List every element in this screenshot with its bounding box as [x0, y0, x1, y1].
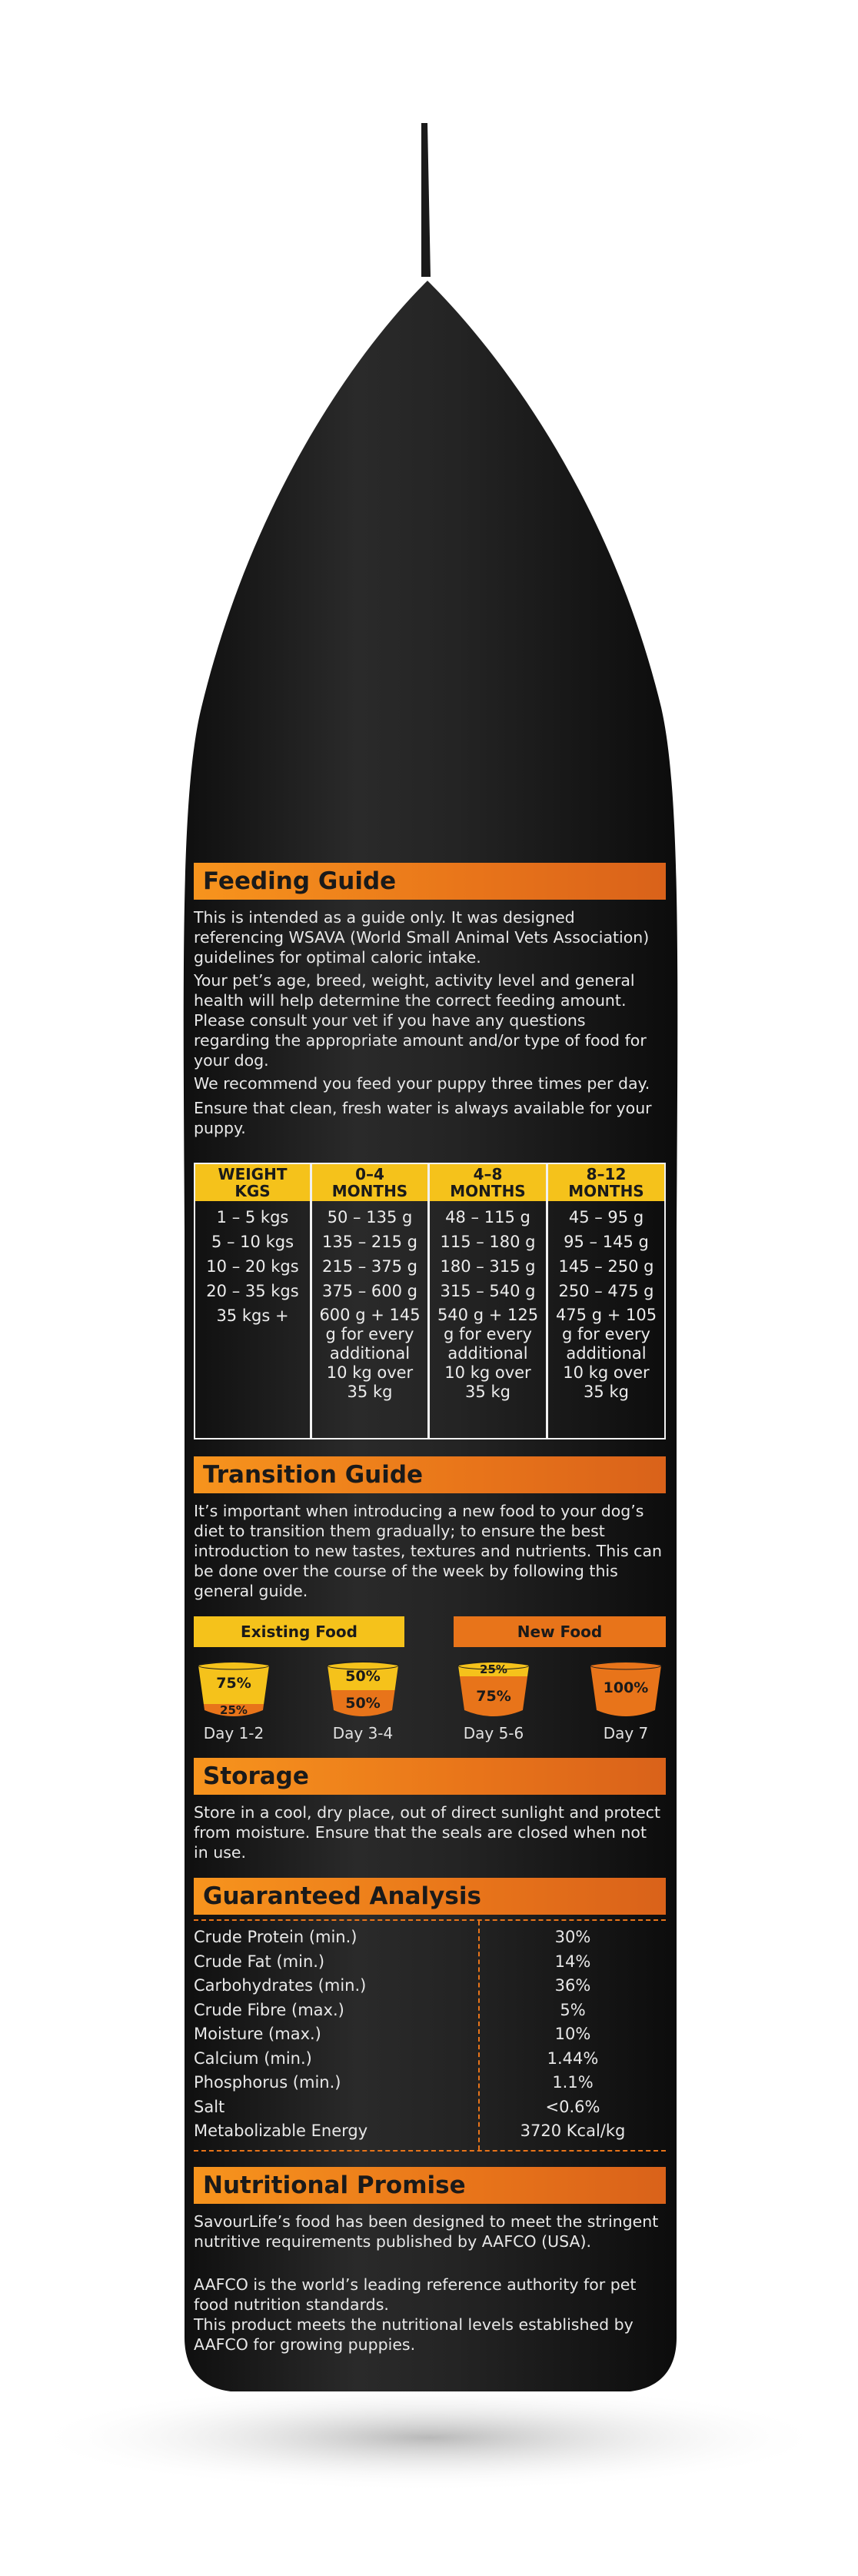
feeding-column-header: 8–12 MONTHS [548, 1164, 664, 1201]
analysis-nutrient-name: Carbohydrates (min.) [194, 1976, 367, 1995]
analysis-row [194, 2071, 666, 2095]
bowl-percentage: 25% [480, 1662, 507, 1676]
bowl-day-label: Day 3-4 [332, 1724, 394, 1742]
analysis-row [194, 1925, 666, 1949]
analysis-nutrient-value: 3720 Kcal/kg [520, 2122, 626, 2140]
feeding-guide-frequency: We recommend you feed your puppy three times per day. [194, 1074, 650, 1093]
bowl-percentage: 50% [345, 1694, 381, 1712]
feeding-cell: 1 – 5 kgs [216, 1208, 289, 1226]
analysis-row [194, 2095, 666, 2119]
analysis-table [194, 1919, 666, 2152]
analysis-nutrient-name: Moisture (max.) [194, 2025, 321, 2043]
analysis-nutrient-name: Salt [194, 2097, 225, 2116]
nutritional-promise-text-1: SavourLife’s food has been designed to meet the stringent nutritive requirements published by AAFCO (USA). [194, 2212, 659, 2251]
feeding-column-header: 4–8 MONTHS [430, 1164, 546, 1201]
feeding-guide-intro: This is intended as a guide only. It was designed referencing WSAVA (World Small Animal Vets Association) guidelines for optimal caloric intake. [194, 908, 650, 967]
analysis-nutrient-value: 5% [560, 2000, 586, 2019]
storage-title: Storage [203, 1762, 309, 1790]
feeding-cell: 135 – 215 g [321, 1233, 418, 1251]
analysis-nutrient-value: 14% [554, 1952, 591, 1971]
food-bowl-day-3-4 [323, 1661, 403, 1719]
analysis-nutrient-value: 10% [554, 2025, 591, 2043]
feeding-column-4-8-months [428, 1163, 547, 1439]
feeding-guide-factors: Your pet’s age, breed, weight, activity level and general health will help determine the correct feeding amount. Please consult your vet if you have any questions regarding the appropriate amount and/or type of food for your dog. [194, 971, 647, 1070]
bowl-percentage: 75% [216, 1674, 251, 1692]
analysis-nutrient-value: <0.6% [545, 2097, 600, 2116]
existing-food-label: Existing Food [194, 1616, 404, 1647]
feeding-cell: 35 kgs + [216, 1306, 289, 1325]
analysis-nutrient-name: Crude Fibre (max.) [194, 2000, 344, 2019]
feeding-column-8-12-months [547, 1163, 666, 1439]
analysis-nutrient-value: 1.1% [552, 2073, 594, 2092]
feeding-cell: 95 – 145 g [564, 1233, 649, 1251]
feeding-cell: 145 – 250 g [558, 1257, 654, 1276]
bowl-percentage: 75% [476, 1687, 511, 1705]
bowl-day-label: Day 5-6 [463, 1724, 524, 1742]
analysis-row [194, 1950, 666, 1974]
food-bowl-day-7 [586, 1661, 666, 1719]
bowl-percentage: 50% [345, 1667, 381, 1685]
bowl-day-label: Day 1-2 [203, 1724, 264, 1742]
feeding-column-weight [194, 1163, 311, 1439]
analysis-nutrient-name: Calcium (min.) [194, 2048, 312, 2068]
nutritional-promise-text-2: AAFCO is the world’s leading reference authority for pet food nutrition standards. [194, 2275, 637, 2314]
feeding-cell: 250 – 475 g [558, 1282, 654, 1300]
bowl-percentage: 100% [603, 1679, 649, 1696]
feeding-table [194, 1163, 666, 1439]
feeding-cell: 10 – 20 kgs [206, 1257, 299, 1276]
food-bowl-day-1-2 [194, 1661, 274, 1719]
storage-text: Store in a cool, dry place, out of direct sunlight and protect from moisture. Ensure that the seals are closed when not in use. [194, 1803, 661, 1862]
feeding-column-0-4-months [311, 1163, 429, 1439]
label-content [194, 0, 666, 2576]
feeding-cell: 115 – 180 g [440, 1233, 536, 1251]
analysis-row [194, 1974, 666, 1998]
bowl-day-label: Day 7 [603, 1724, 649, 1742]
guaranteed-analysis-title: Guaranteed Analysis [203, 1882, 481, 1910]
analysis-row [194, 1999, 666, 2022]
storage-header [194, 1758, 666, 1795]
feeding-guide-title: Feeding Guide [203, 867, 397, 895]
food-bowl-day-5-6 [454, 1661, 534, 1719]
feeding-cell: 180 – 315 g [440, 1257, 536, 1276]
guaranteed-analysis-header [194, 1878, 666, 1915]
transition-guide-text: It’s important when introducing a new food to your dog’s diet to transition them gradually; to ensure the best introduction to new tastes, textures and nutrients. This can be done over the course of the week by following this general guide. [194, 1502, 662, 1600]
analysis-row [194, 2047, 666, 2071]
analysis-nutrient-name: Phosphorus (min.) [194, 2073, 341, 2092]
analysis-nutrient-value: 1.44% [547, 2048, 599, 2068]
nutritional-promise-text-3: This product meets the nutritional levels established by AAFCO for growing puppies. [194, 2315, 634, 2354]
transition-guide-title: Transition Guide [203, 1461, 424, 1489]
analysis-nutrient-name: Metabolizable Energy [194, 2122, 368, 2140]
analysis-nutrient-name: Crude Protein (min.) [194, 1928, 358, 1946]
new-food-label: New Food [454, 1616, 666, 1647]
bowl-percentage: 25% [220, 1702, 248, 1717]
analysis-nutrient-name: Crude Fat (min.) [194, 1952, 325, 1971]
analysis-nutrient-value: 30% [554, 1928, 591, 1946]
feeding-column-header: WEIGHT KGS [195, 1164, 310, 1201]
feeding-cell: 475 g + 105 g for every additional 10 kg over 35 kg [555, 1306, 657, 1401]
feeding-cell: 20 – 35 kgs [206, 1282, 299, 1300]
feeding-cell: 375 – 600 g [321, 1282, 418, 1300]
analysis-row [194, 2022, 666, 2046]
feeding-cell: 315 – 540 g [440, 1282, 536, 1300]
nutritional-promise-title: Nutritional Promise [203, 2172, 466, 2199]
analysis-nutrient-value: 36% [554, 1976, 591, 1995]
feeding-cell: 50 – 135 g [327, 1208, 413, 1226]
feeding-cell: 45 – 95 g [568, 1208, 644, 1226]
feeding-column-header: 0–4 MONTHS [312, 1164, 427, 1201]
feeding-cell: 5 – 10 kgs [211, 1233, 294, 1251]
feeding-guide-water: Ensure that clean, fresh water is always available for your puppy. [194, 1099, 652, 1137]
analysis-row [194, 2119, 666, 2143]
feeding-guide-header [194, 863, 666, 900]
feeding-cell: 540 g + 125 g for every additional 10 kg over 35 kg [437, 1306, 539, 1401]
transition-guide-header [194, 1456, 666, 1493]
feeding-cell: 600 g + 145 g for every additional 10 kg over 35 kg [319, 1306, 421, 1401]
feeding-cell: 215 – 375 g [321, 1257, 418, 1276]
nutritional-promise-header [194, 2167, 666, 2204]
feeding-cell: 48 – 115 g [445, 1208, 530, 1226]
